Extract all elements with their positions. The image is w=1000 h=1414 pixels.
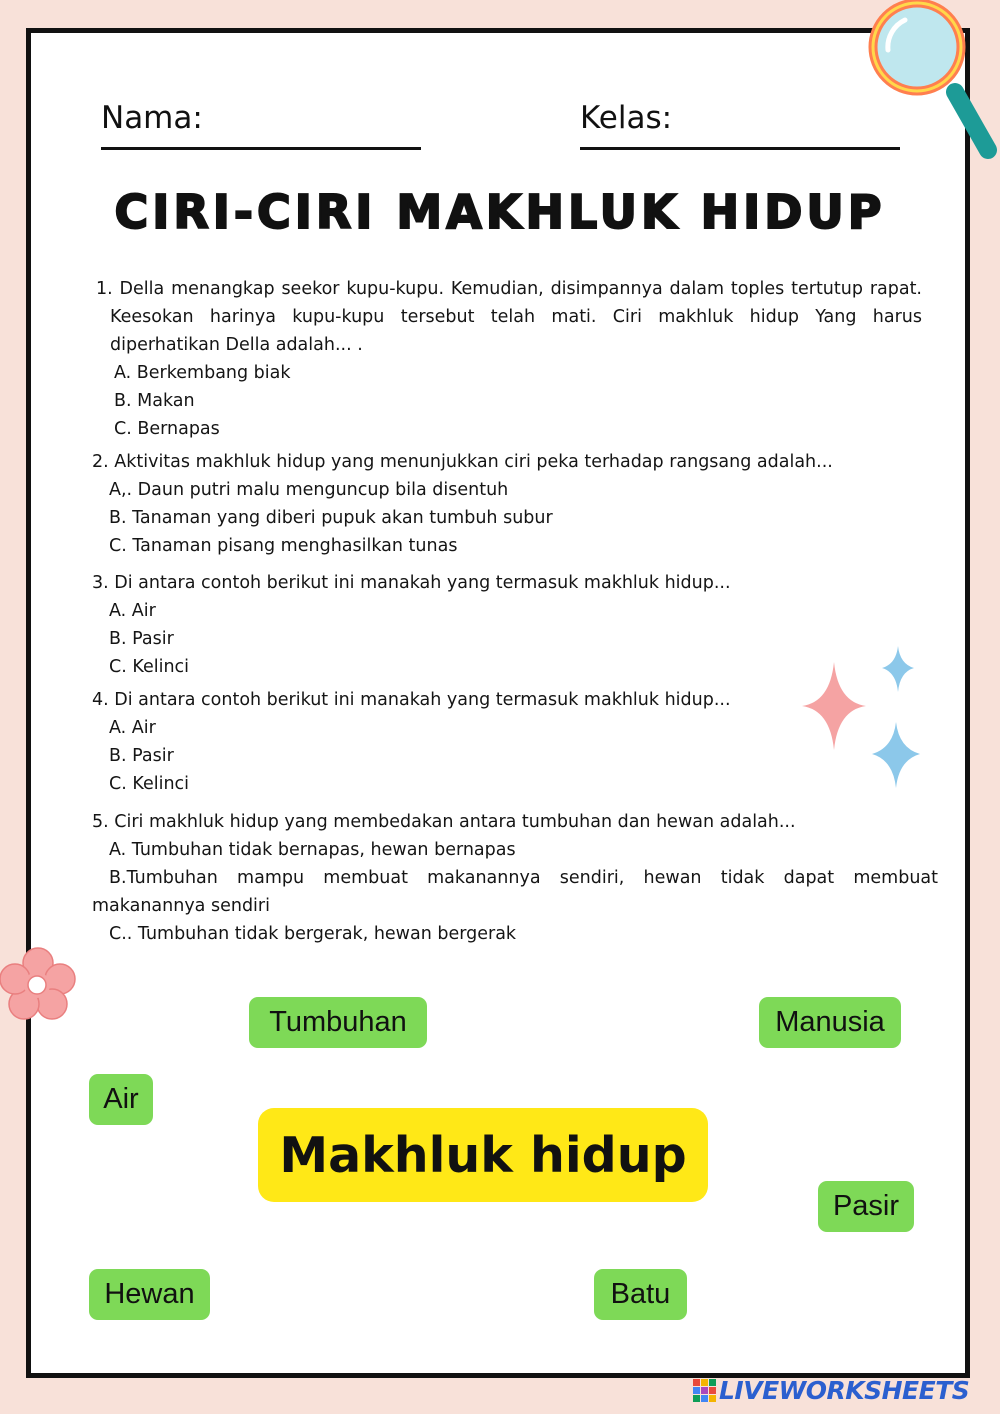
question-1 (96, 275, 922, 443)
chip-batu[interactable]: Batu (594, 1269, 687, 1320)
question-1-line-1: 1. Della menangkap seekor kupu-kupu. Kemudian, disimpannya dalam toples tertutup rapat. (96, 279, 922, 299)
liveworksheets-logo-icon (693, 1377, 717, 1403)
sparkle-icon (798, 640, 928, 790)
question-2-option-b[interactable]: B. Tanaman yang diberi pupuk akan tumbuh subur (109, 508, 553, 528)
flower-icon (0, 946, 80, 1026)
kelas-input-line[interactable] (580, 147, 900, 150)
liveworksheets-wordmark: LIVEWORKSHEETS (719, 1375, 970, 1405)
question-2-option-c[interactable]: C. Tanaman pisang menghasilkan tunas (109, 536, 458, 556)
question-5-option-b[interactable]: B.Tumbuhan mampu membuat makanannya sendiri, hewan tidak dapat membuat (109, 868, 938, 888)
chip-manusia[interactable]: Manusia (759, 997, 901, 1048)
chip-air[interactable]: Air (89, 1074, 153, 1125)
question-2-text: 2. Aktivitas makhluk hidup yang menunjukkan ciri peka terhadap rangsang adalah... (92, 452, 833, 472)
question-3-option-b[interactable]: B. Pasir (109, 629, 174, 649)
question-5-option-b-cont[interactable]: makanannya sendiri (92, 896, 270, 916)
liveworksheets-logo (693, 1375, 993, 1405)
question-4-option-b[interactable]: B. Pasir (109, 746, 174, 766)
question-3-option-c[interactable]: C. Kelinci (109, 657, 190, 677)
question-3-option-a[interactable]: A. Air (109, 601, 156, 621)
kelas-label: Kelas: (580, 100, 673, 136)
nama-label: Nama: (101, 100, 203, 136)
question-5 (92, 808, 938, 948)
magnifier-icon (860, 0, 1000, 165)
question-3-text: 3. Di antara contoh berikut ini manakah yang termasuk makhluk hidup... (92, 573, 731, 593)
drop-target-makhluk-hidup[interactable]: Makhluk hidup (258, 1108, 708, 1202)
question-5-text: 5. Ciri makhluk hidup yang membedakan antara tumbuhan dan hewan adalah... (92, 812, 796, 832)
question-1-line-2: Keesokan harinya kupu-kupu tersebut telah mati. Ciri makhluk hidup Yang harus (110, 307, 922, 327)
chip-hewan[interactable]: Hewan (89, 1269, 210, 1320)
question-1-option-a[interactable]: A. Berkembang biak (114, 363, 291, 383)
chip-pasir[interactable]: Pasir (818, 1181, 914, 1232)
page-title: CIRI-CIRI MAKHLUK HIDUP (114, 185, 886, 239)
question-1-line-3: diperhatikan Della adalah... . (110, 335, 363, 355)
question-5-option-a[interactable]: A. Tumbuhan tidak bernapas, hewan bernapas (109, 840, 516, 860)
question-1-option-c[interactable]: C. Bernapas (114, 419, 220, 439)
question-4-option-a[interactable]: A. Air (109, 718, 156, 738)
question-2 (92, 448, 942, 560)
question-5-option-c[interactable]: C.. Tumbuhan tidak bergerak, hewan bergerak (109, 924, 517, 944)
question-4-option-c[interactable]: C. Kelinci (109, 774, 190, 794)
chip-tumbuhan[interactable]: Tumbuhan (249, 997, 427, 1048)
nama-input-line[interactable] (101, 147, 421, 150)
question-1-option-b[interactable]: B. Makan (114, 391, 195, 411)
question-2-option-a[interactable]: A,. Daun putri malu menguncup bila disentuh (109, 480, 509, 500)
question-4-text: 4. Di antara contoh berikut ini manakah yang termasuk makhluk hidup... (92, 690, 731, 710)
